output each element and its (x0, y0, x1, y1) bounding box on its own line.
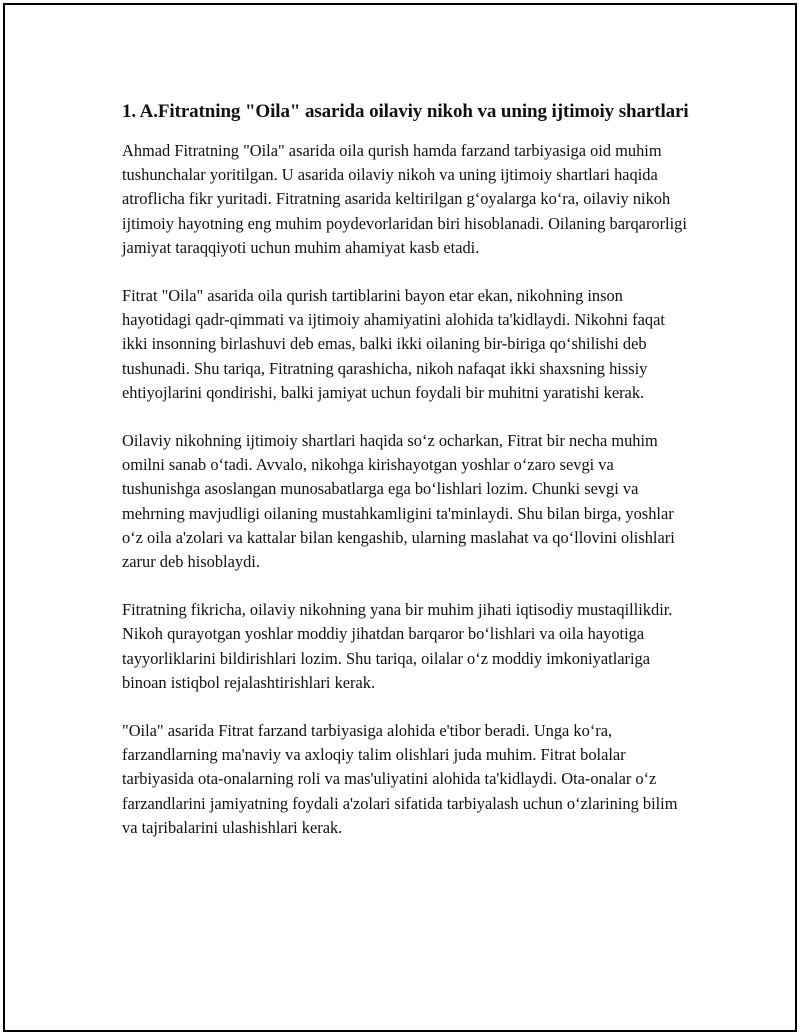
paragraph-2: Fitrat "Oila" asarida oila qurish tartiblarini bayon etar ekan, nikohning inson hayotidagi qadr-qimmati va ijtimoiy ahamiyatini alohida ta'kidlaydi. Nikohni faqat ikki insonning birlashuvi deb emas, balki ikki oilaning bir-biriga qo‘shilishi deb tushunadi. Shu tariqa, Fitratning qarashicha, nikoh nafaqat ikki shaxsning hissiy ehtiyojlarini qondirishi, balki jamiyat uchun foydali bir muhitni yaratishi kerak. (122, 286, 665, 402)
document-body (122, 98, 692, 864)
paragraph-3: Oilaviy nikohning ijtimoiy shartlari haqida so‘z ocharkan, Fitrat bir necha muhim omilni sanab o‘tadi. Avvalo, nikohga kirishayotgan yoshlar o‘zaro sevgi va tushunishga asoslangan munosabatlarga ega bo‘lishlari lozim. Chunki sevgi va mehrning mavjudligi oilaning mustahkamligini ta'minlaydi. Shu bilan birga, yoshlar o‘z oila a'zolari va kattalar bilan kengashib, ularning maslahat va qo‘llovini olishlari zarur deb hisoblaydi. (122, 431, 675, 572)
paragraph-5: "Oila" asarida Fitrat farzand tarbiyasiga alohida e'tibor beradi. Unga ko‘ra, farzandlarning ma'naviy va axloqiy talim olishlari juda muhim. Fitrat bolalar tarbiyasida ota-onalarning roli va mas'uliyatini alohida ta'kidlaydi. Ota-onalar o‘z farzandlarini jamiyatning foydali a'zolari sifatida tarbiyalash uchun o‘zlarining bilim va tajribalarini ulashishlari kerak. (122, 721, 678, 837)
paragraph-1: Ahmad Fitratning "Oila" asarida oila qurish hamda farzand tarbiyasiga oid muhim tushunchalar yoritilgan. U asarida oilaviy nikoh va uning ijtimoiy shartlari haqida atroflicha fikr yuritadi. Fitratning asarida keltirilgan g‘oyalarga ko‘ra, oilaviy nikoh ijtimoiy hayotning eng muhim poydevorlaridan biri hisoblanadi. Oilaning barqarorligi jamiyat taraqqiyoti uchun muhim ahamiyat kasb etadi. (122, 141, 687, 257)
paragraph-4: Fitratning fikricha, oilaviy nikohning yana bir muhim jihati iqtisodiy mustaqillikdir. Nikoh qurayotgan yoshlar moddiy jihatdan barqaror bo‘lishlari va oila hayotiga tayyorliklarini bildirishlari lozim. Shu tariqa, oilalar o‘z moddiy imkoniyatlariga binoan istiqbol rejalashtirishlari kerak. (122, 600, 673, 692)
document-title: 1. A.Fitratning "Oila" asarida oilaviy nikoh va uning ijtimoiy shartlari (122, 101, 689, 122)
page-frame (3, 3, 797, 1032)
